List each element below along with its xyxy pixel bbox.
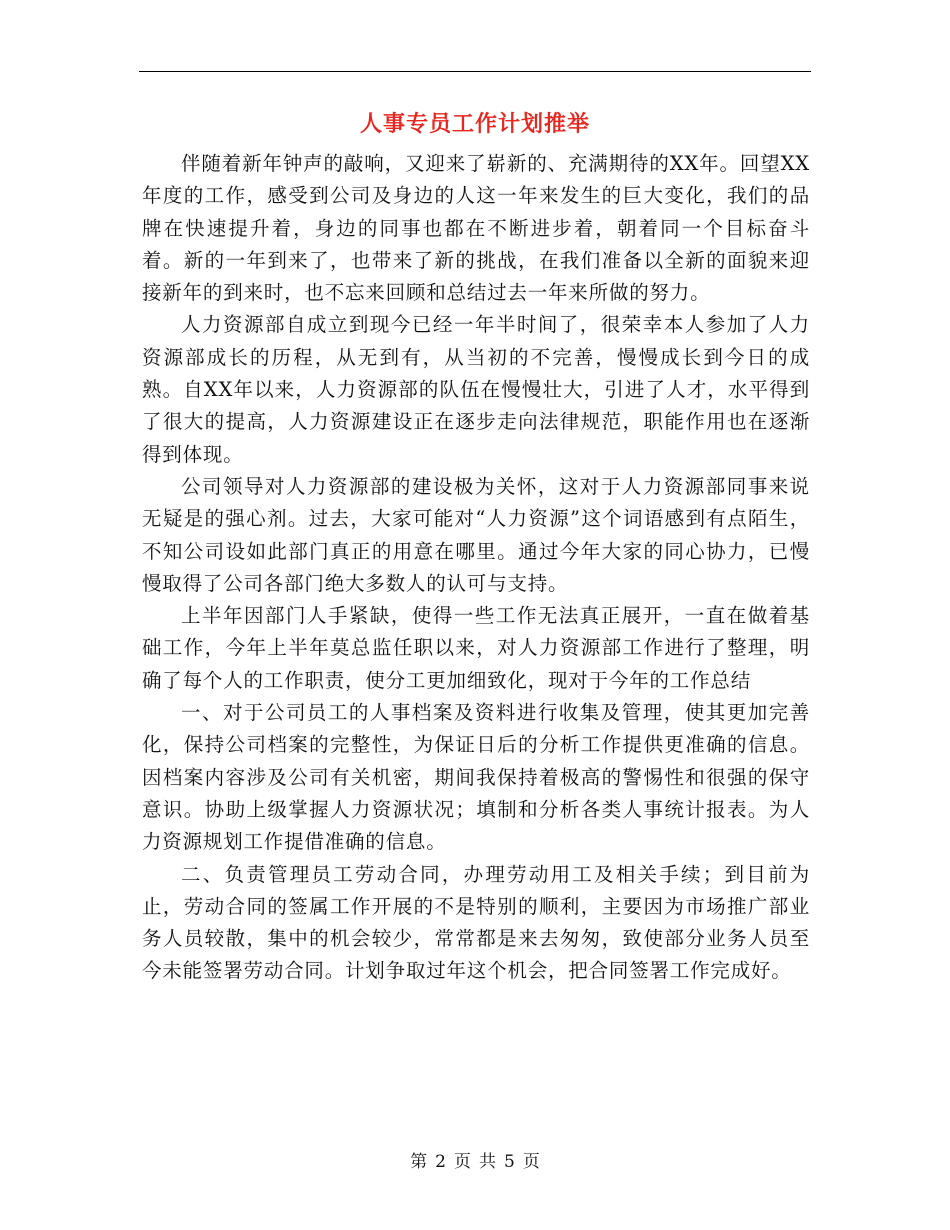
document-body xyxy=(142,148,810,988)
paragraph-4: 上半年因部门人手紧缺，使得一些工作无法真正展开，一直在做着基础工作，今年上半年莫总监任职以来，对人力资源部工作进行了整理，明确了每个人的工作职责，使分工更加细致化，现对于今年的工作总结 xyxy=(142,604,810,692)
footer-page-word: 页 xyxy=(454,1152,471,1172)
paragraph-3: 公司领导对人力资源部的建设极为关怀，这对于人力资源部同事来说无疑是的强心剂。过去，大家可能对“人力资源”这个词语感到有点陌生，不知公司设如此部门真正的用意在哪里。通过今年大家的同心协力，已慢慢取得了公司各部门绝大多数人的认可与支持。 xyxy=(142,474,810,595)
paragraph-1: 伴随着新年钟声的敲响，又迎来了崭新的、充满期待的XX年。回望XX年度的工作，感受到公司及身边的人这一年来发生的巨大变化，我们的品牌在快速提升着，身边的同事也都在不断进步着，朝着同一个目标奋斗着。新的一年到来了，也带来了新的挑战，在我们准备以全新的面貌来迎接新年的到来时，也不忘来回顾和总结过去一年来所做的努力。 xyxy=(142,152,810,305)
footer-suffix: 页 xyxy=(522,1152,540,1172)
paragraph-2: 人力资源部自成立到现今已经一年半时间了，很荣幸本人参加了人力资源部成长的历程，从无到有，从当初的不完善，慢慢成长到今日的成熟。自XX年以来，人力资源部的队伍在慢慢壮大，引进了人才，水平得到了很大的提高，人力资源建设正在逐步走向法律规范，职能作用也在逐渐得到体现。 xyxy=(142,313,810,466)
footer-total-pages: 5 xyxy=(504,1152,515,1172)
page-footer xyxy=(0,1150,950,1174)
footer-total-word: 共 xyxy=(479,1152,496,1172)
footer-prefix: 第 xyxy=(410,1152,428,1172)
footer-current-page: 2 xyxy=(435,1152,446,1172)
header-rule xyxy=(139,71,811,72)
paragraph-5: 一、对于公司员工的人事档案及资料进行收集及管理，使其更加完善化，保持公司档案的完整性，为保证日后的分析工作提供更准确的信息。因档案内容涉及公司有关机密，期间我保持着极高的警惕性和很强的保守意识。协助上级掌握人力资源状况；填制和分析各类人事统计报表。为人力资源规划工作提借准确的信息。 xyxy=(142,701,810,854)
document-title: 人事专员工作计划推举 xyxy=(359,111,590,137)
paragraph-6: 二、负责管理员工劳动合同，办理劳动用工及相关手续；到目前为止，劳动合同的签属工作开展的不是特别的顺利，主要因为市场推广部业务人员较散，集中的机会较少，常常都是来去匆匆，致使部分业务人员至今未能签署劳动合同。计划争取过年这个机会，把合同签署工作完成好。 xyxy=(142,862,810,983)
